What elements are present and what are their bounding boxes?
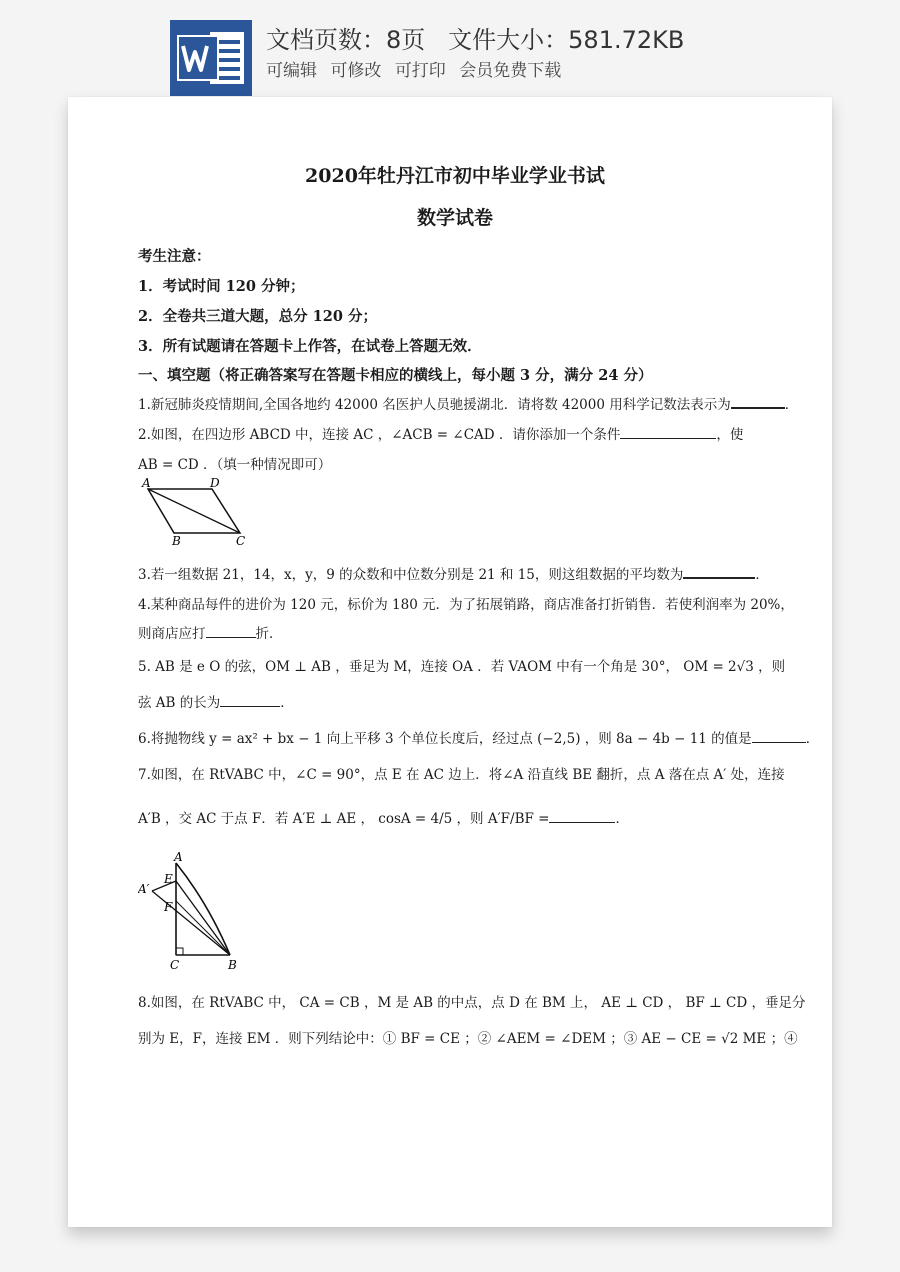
fig1-label-d: D — [210, 476, 220, 490]
question-5-line-1: 5. AB 是 e O 的弦，OM ⊥ AB ，垂足为 M，连接 OA ．若 VAOM 中有一个角是 30°， OM = 2√3 ，则 — [138, 659, 786, 675]
question-2-text: 2.如图，在四边形 ABCD 中，连接 AC ，∠ACB = ∠CAD ．请你添加一个条件 — [138, 427, 621, 443]
fig2-label-b: B — [228, 958, 237, 972]
period: ． — [755, 567, 769, 583]
question-2-line-1 — [138, 423, 743, 443]
question-2-line-2: AB = CD ．（填一种情况即可） — [138, 457, 332, 473]
fig2-label-a-prime: A′ — [138, 882, 150, 896]
question-3-text: 3.若一组数据 21，14，x，y，9 的众数和中位数分别是 21 和 15，则这组数据的平均数为 — [138, 567, 684, 583]
question-2-tail: ，使 — [716, 427, 744, 443]
section-1-heading: 一、填空题（将正确答案写在答题卡相应的横线上，每小题 3 分，满分 24 分） — [138, 367, 653, 384]
action-member-download[interactable]: 会员免费下载 — [459, 61, 562, 81]
notice-3: 3．所有试题请在答题卡上作答，在试卷上答题无效． — [138, 338, 482, 355]
answer-blank — [220, 694, 280, 707]
answer-blank — [731, 395, 785, 409]
notice-1: 1．考试时间 120 分钟； — [138, 278, 305, 295]
file-info-title: 文档页数：8页 文件大小：581.72KB — [266, 26, 685, 54]
fig2-label-a: A — [174, 851, 183, 864]
answer-blank — [752, 730, 806, 743]
fig1-label-c: C — [236, 534, 246, 547]
answer-blank — [206, 625, 256, 638]
action-editable[interactable]: 可编辑 — [266, 61, 317, 81]
exam-title: 2020年牡丹江市初中毕业学业书试 — [305, 165, 605, 187]
fig2-label-c: C — [170, 958, 180, 972]
document-page — [68, 97, 832, 1227]
question-4-tail: 折． — [255, 626, 283, 642]
question-4-text: 则商店应打 — [138, 626, 206, 642]
fig1-label-b: B — [172, 534, 181, 547]
question-7-text: A′B ，交 AC 于点 F．若 A′E ⊥ AE ， cosA = 4/5 ，则 A′F/BF = — [138, 811, 550, 827]
quadrilateral-figure — [140, 475, 252, 547]
answer-blank — [620, 426, 716, 439]
triangle-fold-figure — [138, 851, 248, 977]
action-printable[interactable]: 可打印 — [394, 61, 446, 81]
answer-blank — [683, 565, 755, 579]
period: ． — [615, 811, 629, 827]
question-1 — [138, 393, 798, 413]
period: ． — [805, 731, 820, 747]
answer-blank — [549, 810, 615, 823]
period: ． — [784, 397, 799, 413]
question-8-line-1: 8.如图，在 RtVABC 中， CA = CB ，M 是 AB 的中点，点 D 在 BM 上， AE ⊥ CD ， BF ⊥ CD ，垂足分 — [138, 995, 806, 1011]
question-4-line-2 — [138, 622, 283, 642]
header — [0, 0, 900, 100]
exam-subtitle: 数学试卷 — [416, 207, 493, 229]
question-1-text: 1.新冠肺炎疫情期间,全国各地约 42000 名医护人员驰援湖北．请将数 42000 用科学记数法表示为 — [138, 397, 731, 413]
fig2-label-f: F — [164, 900, 173, 914]
notice-2: 2．全卷共三道大题，总分 120 分； — [138, 308, 377, 325]
header-actions — [266, 56, 569, 81]
question-7-line-1: 7.如图，在 RtVABC 中，∠C = 90°，点 E 在 AC 边上．将∠A 沿直线 BE 翻折，点 A 落在点 A′ 处，连接 — [138, 767, 785, 783]
fig1-label-a: A — [142, 476, 151, 490]
period: ． — [280, 695, 294, 711]
notice-heading: 考生注意： — [138, 248, 211, 265]
question-7-line-2 — [138, 807, 629, 827]
question-4-line-1: 4.某种商品每件的进价为 120 元，标价为 180 元．为了拓展销路，商店准备打折销售．若使利润率为 20%， — [138, 597, 794, 613]
fig2-label-e: E — [164, 872, 173, 886]
word-doc-icon — [170, 20, 252, 96]
question-3 — [138, 563, 769, 583]
action-modifiable[interactable]: 可修改 — [330, 61, 382, 81]
question-5-line-2 — [138, 691, 294, 711]
question-8-line-2: 别为 E，F，连接 EM ．则下列结论中：① BF = CE ；② ∠AEM = ∠DEM ；③ AE − CE = √2 ME ；④ — [138, 1031, 798, 1047]
question-6 — [138, 727, 819, 747]
question-5-text: 弦 AB 的长为 — [138, 695, 221, 711]
question-6-text: 6.将抛物线 y = ax² + bx − 1 向上平移 3 个单位长度后，经过点 (−2,5) ，则 8a − 4b − 11 的值是 — [138, 731, 752, 747]
